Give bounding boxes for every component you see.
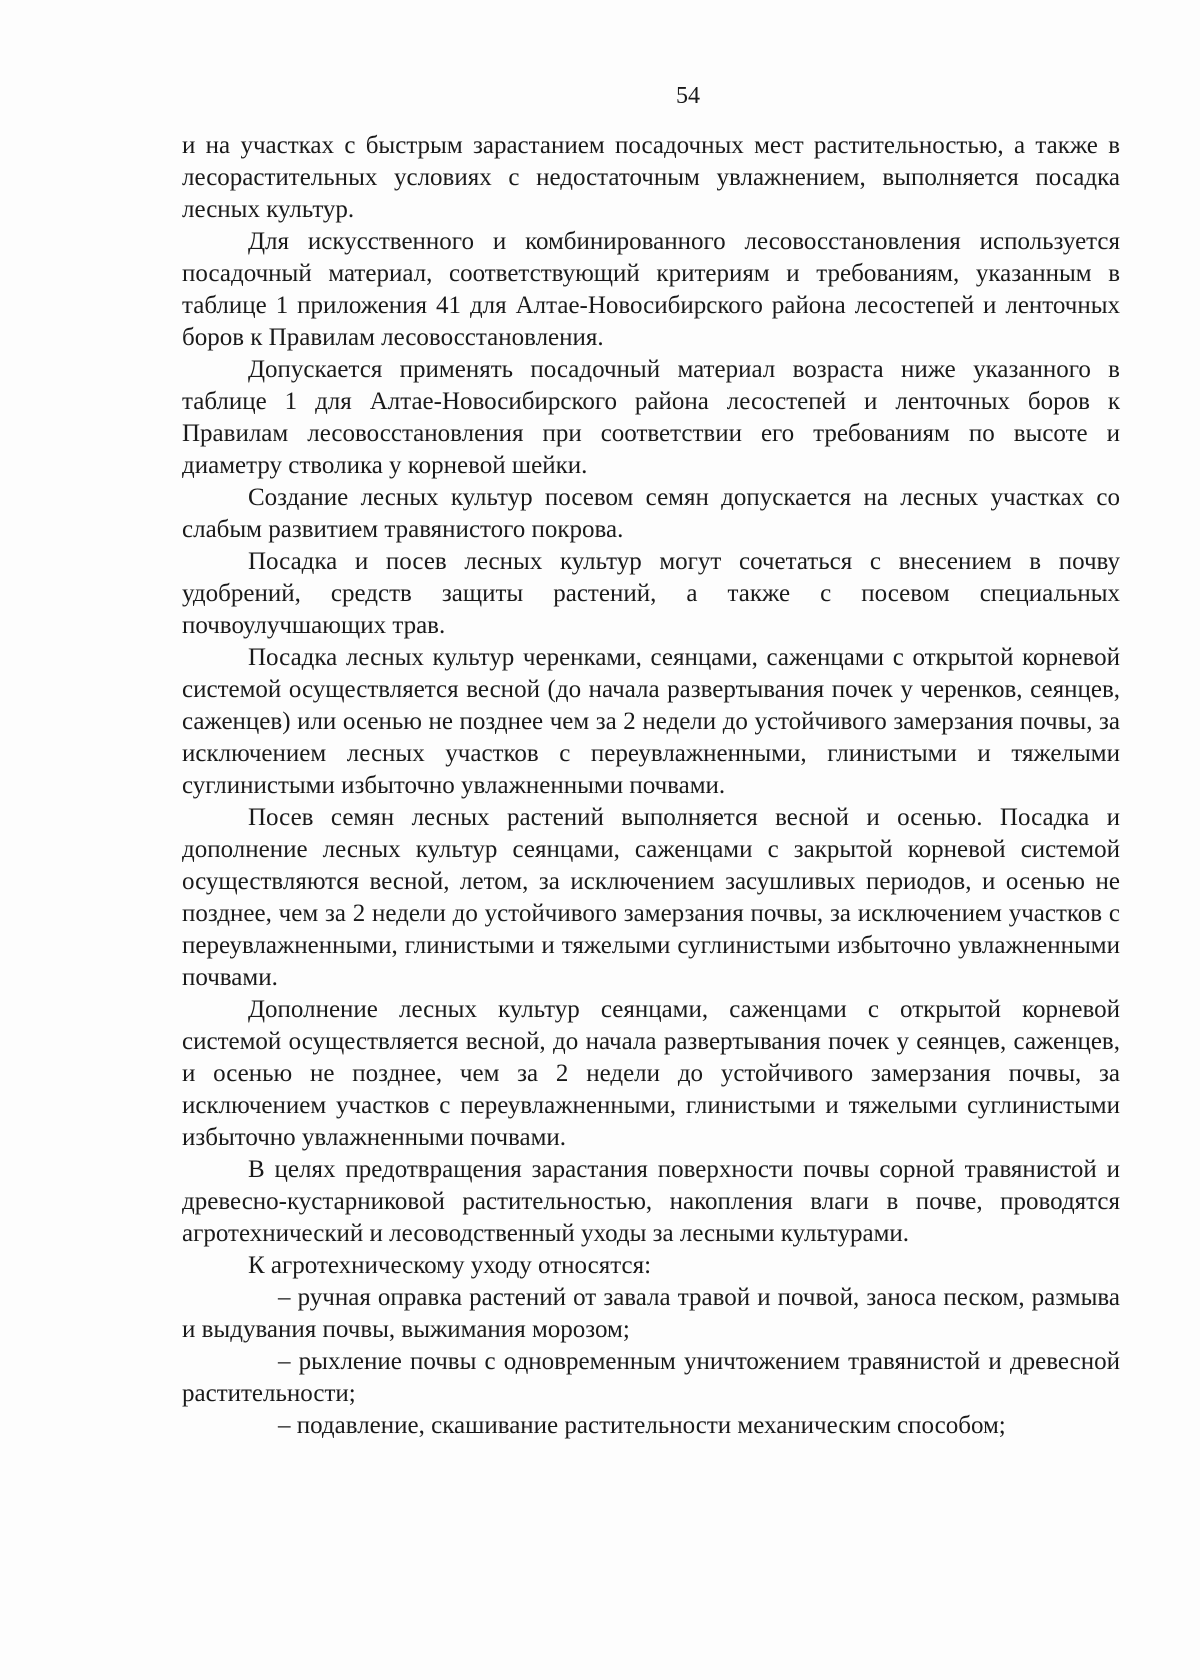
list-item: – подавление, скашивание растительности механическим способом; [278, 1412, 1006, 1439]
paragraph: В целях предотвращения зарастания поверхности почвы сорной травянистой и древесно-кустарниковой растительностью, накопления влаги в почве, проводятся агротехнический и лесоводственный уходы за лесными культурами. [182, 1156, 1120, 1247]
list-item: – рыхление почвы с одновременным уничтожением травянистой и древесной растительности; [182, 1348, 1120, 1407]
document-body [182, 130, 1120, 1442]
paragraph: Посадка лесных культур черенками, сеянцами, саженцами с открытой корневой системой осуществляется весной (до начала развертывания почек у черенков, сеянцев, саженцев) или осенью не позднее чем за 2 недели до устойчивого замерзания почвы, за исключением лесных участков с переувлажненными, глинистыми и тяжелыми суглинистыми избыточно увлажненными почвами. [182, 644, 1120, 799]
paragraph: Для искусственного и комбинированного лесовосстановления используется посадочный материал, соответствующий критериям и требованиям, указанным в таблице 1 приложения 41 для Алтае-Новосибирского района лесостепей и ленточных боров к Правилам лесовосстановления. [182, 228, 1120, 351]
paragraph: Дополнение лесных культур сеянцами, саженцами с открытой корневой системой осуществляется весной, до начала развертывания почек у сеянцев, саженцев, и осенью не позднее, чем за 2 недели до устойчивого замерзания почвы, за исключением участков с переувлажненными, глинистыми и тяжелыми суглинистыми избыточно увлажненными почвами. [182, 996, 1120, 1151]
paragraph: Посадка и посев лесных культур могут сочетаться с внесением в почву удобрений, средств защиты растений, а также с посевом специальных почвоулучшающих трав. [182, 548, 1120, 639]
page-number: 54 [676, 83, 700, 109]
list-item: – ручная оправка растений от завала травой и почвой, заноса песком, размыва и выдувания почвы, выжимания морозом; [182, 1284, 1120, 1343]
paragraph: Посев семян лесных растений выполняется весной и осенью. Посадка и дополнение лесных культур сеянцами, саженцами с закрытой корневой системой осуществляются весной, летом, за исключением засушливых периодов, и осенью не позднее, чем за 2 недели до устойчивого замерзания почвы, за исключением участков с переувлажненными, глинистыми и тяжелыми суглинистыми избыточно увлажненными почвами. [182, 804, 1120, 991]
paragraph: Создание лесных культур посевом семян допускается на лесных участках со слабым развитием травянистого покрова. [182, 484, 1120, 543]
paragraph-continuation: и на участках с быстрым зарастанием посадочных мест растительностью, а также в лесорастительных условиях с недостаточным увлажнением, выполняется посадка лесных культур. [182, 132, 1120, 223]
paragraph: Допускается применять посадочный материал возраста ниже указанного в таблице 1 для Алтае-Новосибирского района лесостепей и ленточных боров к Правилам лесовосстановления при соответствии его требованиям по высоте и диаметру стволика у корневой шейки. [182, 356, 1120, 479]
list-intro: К агротехническому уходу относятся: [248, 1252, 652, 1279]
